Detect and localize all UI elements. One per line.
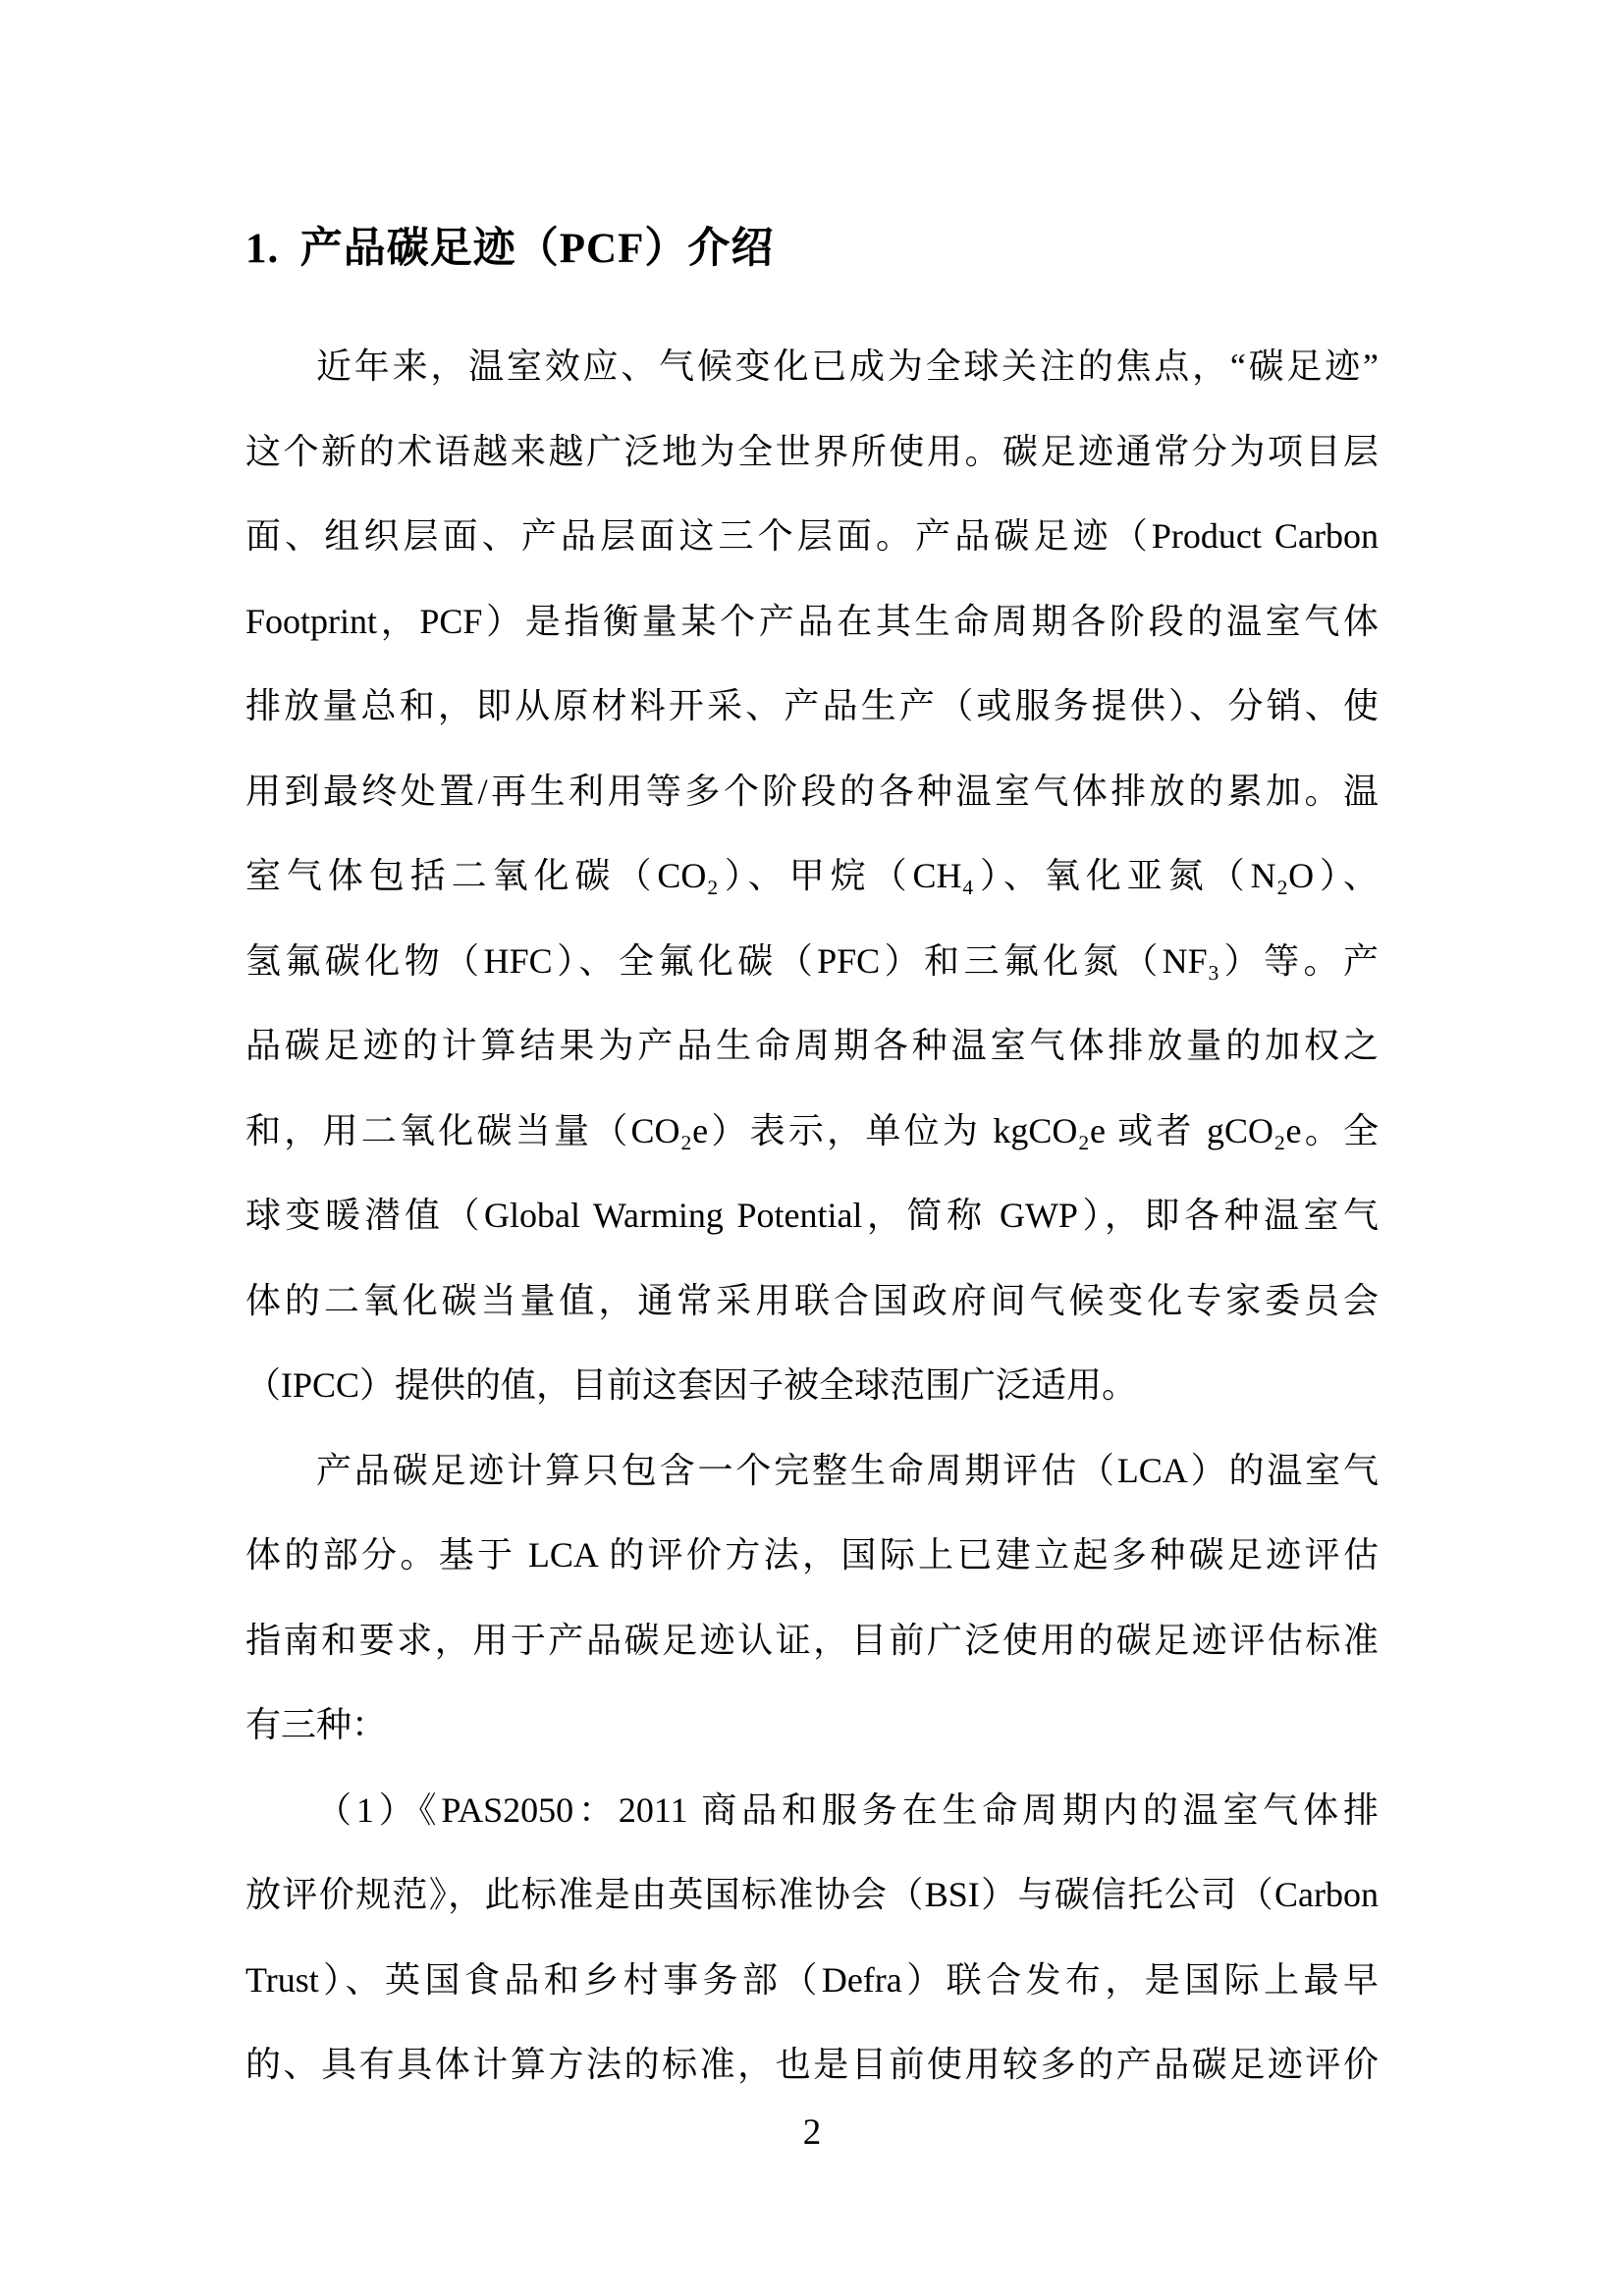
section-title: 产品碳足迹（PCF）介绍: [299, 226, 775, 272]
paragraph-line: 有三种：: [245, 1705, 388, 1744]
paragraph-line: 产品碳足迹计算只包含一个完整生命周期评估（LCA）的温室气: [316, 1450, 1379, 1490]
paragraph-line: 的、具有具体计算方法的标准，也是目前使用较多的产品碳足迹评价: [245, 2045, 1379, 2084]
page-number: 2: [802, 2111, 822, 2153]
paragraph-line: Trust）、英国食品和乡村事务部（Defra）联合发布，是国际上最早: [245, 1959, 1379, 2000]
paragraph-line: Footprint，PCF）是指衡量某个产品在其生命周期各阶段的温室气体: [245, 601, 1379, 641]
paragraph-line: 这个新的术语越来越广泛地为全世界所使用。碳足迹通常分为项目层: [245, 431, 1379, 471]
paragraph-line: 面、组织层面、产品层面这三个层面。产品碳足迹（Product Carbon: [245, 516, 1379, 556]
paragraph-line: 体的部分。基于 LCA 的评价方法，国际上已建立起多种碳足迹评估: [245, 1535, 1379, 1575]
paragraph-line: 和，用二氧化碳当量（CO₂e）表示，单位为 kgCO₂e 或者 gCO₂e。全: [245, 1110, 1379, 1150]
paragraph-line: （IPCC）提供的值，目前这套因子被全球范围广泛适用。: [245, 1365, 1138, 1405]
paragraph-line: 品碳足迹的计算结果为产品生命周期各种温室气体排放量的加权之: [245, 1026, 1379, 1065]
paragraph-line: 氢氟碳化物（HFC）、全氟化碳（PFC）和三氟化氮（NF₃）等。产: [245, 940, 1379, 981]
paragraph-line: 近年来，温室效应、气候变化已成为全球关注的焦点，“碳足迹”: [316, 347, 1379, 386]
paragraph-line: 用到最终处置/再生利用等多个阶段的各种温室气体排放的累加。温: [245, 771, 1379, 811]
paragraph-line: 放评价规范》，此标准是由英国标准协会（BSI）与碳信托公司（Carbon: [245, 1875, 1379, 1914]
section-heading: [245, 220, 1379, 279]
paragraph-line: （1）《PAS2050：2011 商品和服务在生命周期内的温室气体排: [316, 1789, 1379, 1830]
text-column: [245, 0, 1379, 2157]
section-number: 1.: [245, 226, 280, 272]
body-text: [245, 324, 1379, 2108]
paragraph-line: 球变暖潜值（Global Warming Potential，简称 GWP），即各种温室气: [245, 1196, 1379, 1235]
paragraph-line: 室气体包括二氧化碳（CO₂）、甲烷（CH₄）、氧化亚氮（N₂O）、: [245, 856, 1379, 895]
paragraph-line: 指南和要求，用于产品碳足迹认证，目前广泛使用的碳足迹评估标准: [245, 1620, 1379, 1660]
paragraph-line: 排放量总和，即从原材料开采、产品生产（或服务提供）、分销、使: [245, 686, 1379, 725]
paragraph-line: 体的二氧化碳当量值，通常采用联合国政府间气候变化专家委员会: [245, 1280, 1379, 1320]
